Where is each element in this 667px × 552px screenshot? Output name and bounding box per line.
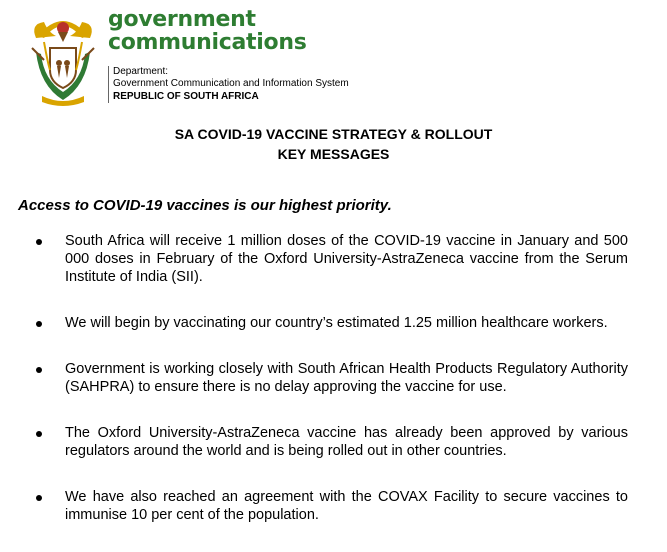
list-item: [18, 232, 628, 286]
list-item: [18, 314, 628, 332]
list-item-text: South Africa will receive 1 million doses of the COVID-19 vaccine in January and 500 000 doses in February of the Oxford University-AstraZeneca vaccine from the Serum Institute of India (SII).: [65, 233, 628, 285]
department-block: [108, 66, 349, 103]
country-name: REPUBLIC OF SOUTH AFRICA: [113, 91, 259, 102]
title-line-2: KEY MESSAGES: [277, 146, 390, 162]
bullet-icon: [36, 495, 42, 501]
list-item-text: The Oxford University-AstraZeneca vaccine has already been approved by various regulators around the world and is being rolled out in other countries.: [65, 425, 628, 459]
brand-line-1: government: [108, 7, 256, 32]
list-item: [18, 424, 628, 460]
document-title: [0, 124, 667, 164]
brand-line-2: communications: [108, 30, 307, 55]
key-messages-list: [18, 232, 628, 552]
bullet-icon: [36, 367, 42, 373]
list-item: [18, 488, 628, 524]
bullet-icon: [36, 239, 42, 245]
department-label: Department:: [113, 66, 169, 77]
bullet-icon: [36, 431, 42, 437]
list-item-text: Government is working closely with South African Health Products Regulatory Authority (SAHPRA) to ensure there is no delay approving the vaccine for use.: [65, 361, 628, 395]
title-line-1: SA COVID-19 VACCINE STRATEGY & ROLLOUT: [174, 126, 493, 142]
department-name: Government Communication and Information System: [113, 78, 349, 89]
letterhead: [28, 8, 648, 112]
brand-wordmark: [108, 8, 306, 54]
list-item-text: We will begin by vaccinating our country’s estimated 1.25 million healthcare workers.: [65, 315, 608, 331]
priority-heading: Access to COVID-19 vaccines is our highest priority.: [18, 197, 392, 214]
coat-of-arms-icon: [28, 8, 98, 108]
list-item: [18, 360, 628, 396]
bullet-icon: [36, 321, 42, 327]
list-item-text: We have also reached an agreement with the COVAX Facility to secure vaccines to immunise 10 per cent of the population.: [65, 489, 628, 523]
